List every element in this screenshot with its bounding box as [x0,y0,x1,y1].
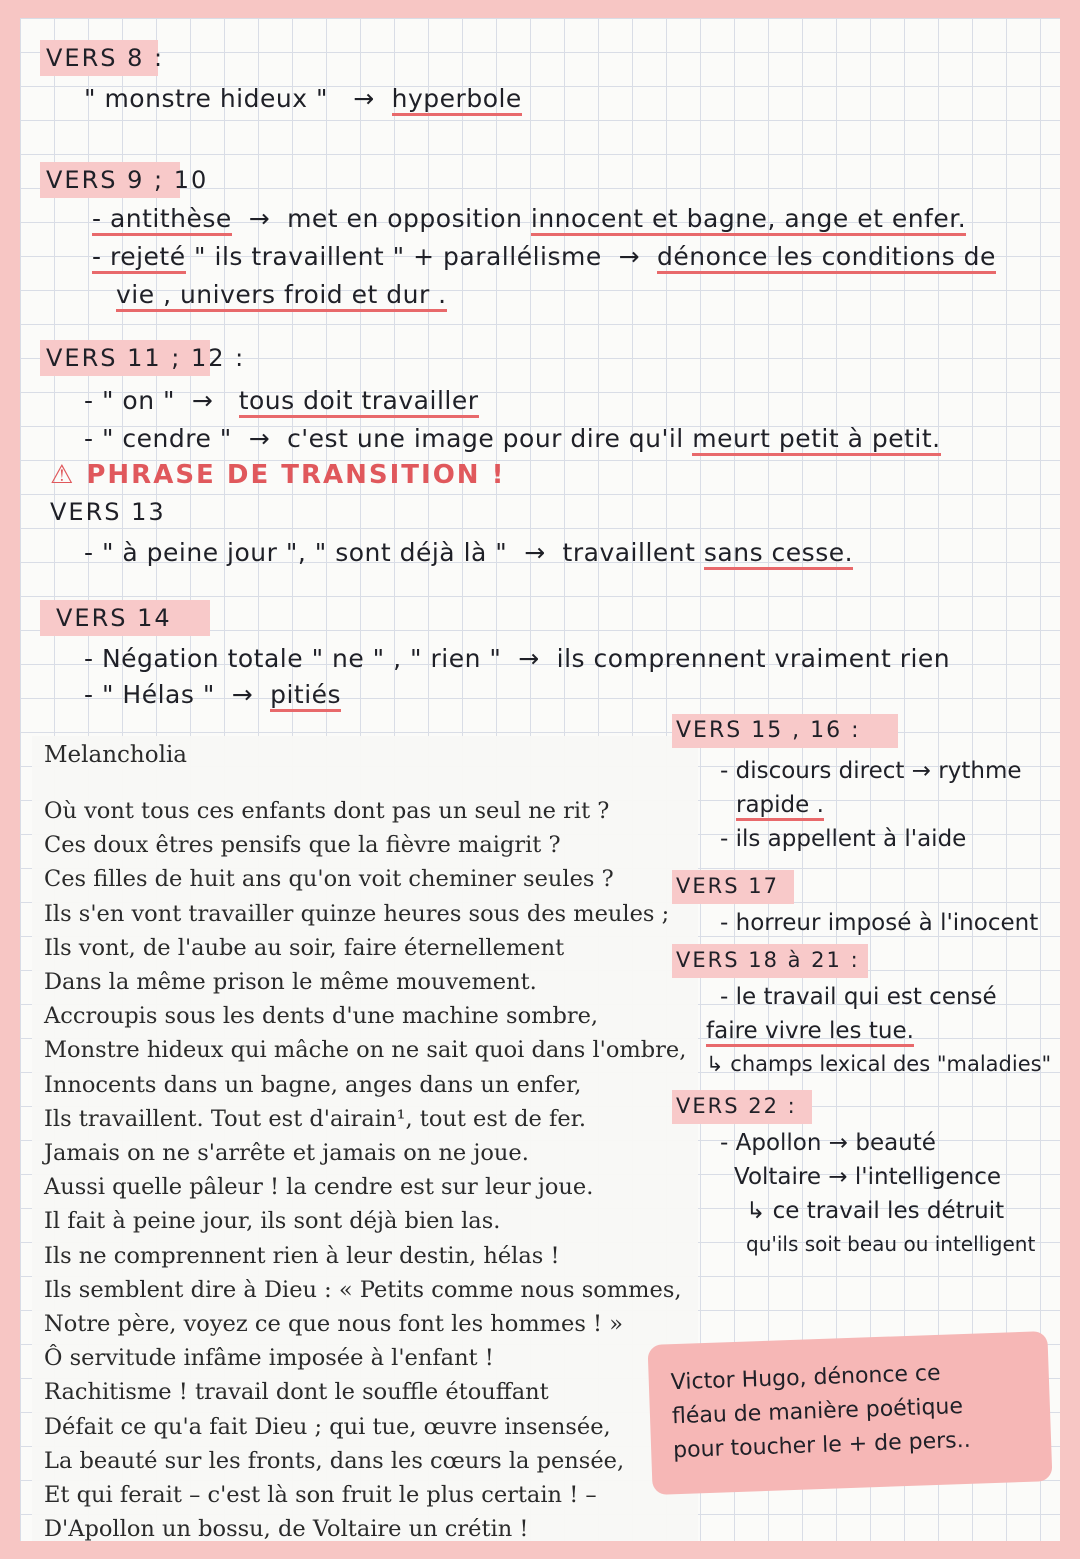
poem-line: D'Apollon un bossu, de Voltaire un crétin ! [44,1516,529,1541]
poem-line: Ils ne comprennent rien à leur destin, hélas ! [44,1242,560,1269]
note-line: Voltaire → l'intelligence [734,1164,1002,1190]
poem-line: Ils s'en vont travailler quinze heures sous des meules ; [44,900,670,927]
poem-line: Ô servitude infâme imposée à l'enfant ! [44,1345,494,1372]
heading-vers-11-12: VERS 11 ; 12 : [46,344,246,372]
poem-title: Melancholia [44,742,188,768]
arrow-icon: → [183,386,231,415]
arrow-icon: → [515,538,555,567]
heading-vers-8: VERS 8 : [46,44,165,72]
quote-text: " monstre hideux " [84,84,328,113]
heading-vers-17: VERS 17 [676,874,779,898]
poem-excerpt [32,736,698,1541]
heading-vers-14: VERS 14 [56,604,172,632]
arrow-icon: → [509,644,549,673]
arrow-icon: → [610,242,649,271]
note-line [84,84,522,113]
note-line: - rejeté " ils travaillent " + parallélisme → dénonce les conditions de [92,242,996,271]
figure-of-speech: hyperbole [392,84,522,116]
poem-line: La beauté sur les fronts, dans les cœurs la pensée, [44,1447,625,1474]
poem-line: Ces doux êtres pensifs que la fièvre maigrit ? [44,832,561,859]
poem-line: Accroupis sous les dents d'une machine sombre, [44,1003,599,1030]
note-line: faire vivre les tue. [706,1018,914,1044]
conclusion-note [648,1331,1053,1495]
poem-line: Aussi quelle pâleur ! la cendre est sur leur joue. [44,1174,594,1201]
note-line: ↳ ce travail les détruit [746,1198,1005,1224]
note-line: vie , univers froid et dur . [116,280,447,309]
arrow-icon: → [223,680,262,709]
note-line: ↳ champs lexical des "maladies" [706,1052,1052,1076]
poem-line: Innocents dans un bagne, anges dans un enfer, [44,1071,582,1098]
poem-line: Ces filles de huit ans qu'on voit cheminer seules ? [44,866,614,893]
conclusion-line: pour toucher le + de pers.. [672,1427,972,1464]
poem-line: Ils vont, de l'aube au soir, faire éternellement [44,934,565,961]
heading-vers-18-21: VERS 18 à 21 : [676,948,860,972]
note-line: - " à peine jour ", " sont déjà là " → travaillent sans cesse. [84,538,853,567]
heading-vers-22: VERS 22 : [676,1094,797,1118]
note-line: qu'ils soit beau ou intelligent [746,1232,1036,1256]
note-line: - discours direct → rythme [720,758,1022,784]
note-line: - " cendre " → c'est une image pour dire qu'il meurt petit à petit. [84,424,941,453]
poem-line: Monstre hideux qui mâche on ne sait quoi dans l'ombre, [44,1037,687,1064]
arrow-icon: → [240,204,279,233]
poem-line: Jamais on ne s'arrête et jamais on ne joue. [44,1140,529,1167]
note-line: - le travail qui est censé [720,984,997,1010]
arrow-icon: → [336,84,384,113]
heading-vers-15-16: VERS 15 , 16 : [676,718,861,743]
note-line: - Négation totale " ne " , " rien " → ils comprennent vraiment rien [84,644,951,673]
poem-line: Où vont tous ces enfants dont pas un seul ne rit ? [44,798,610,824]
heading-vers-13: VERS 13 [50,498,166,526]
note-line: rapide . [736,792,824,818]
note-line: - " on " → tous doit travailler [84,386,479,415]
poem-line: Ils semblent dire à Dieu : « Petits comme nous sommes, [44,1276,682,1303]
note-line: - " Hélas " → pitiés [84,680,341,709]
poem-line: Et qui ferait – c'est là son fruit le plus certain ! – [44,1482,597,1509]
note-line: - horreur imposé à l'inocent [720,910,1039,936]
poem-line: Ils travaillent. Tout est d'airain¹, tout est de fer. [44,1105,587,1132]
note-line: - antithèse → met en opposition innocent et bagne, ange et enfer. [92,204,966,233]
arrow-icon: → [240,424,279,453]
poem-line: Rachitisme ! travail dont le souffle étouffant [44,1379,549,1406]
heading-vers-9-10: VERS 9 ; 10 [46,166,209,194]
note-line: - ils appellent à l'aide [720,826,967,852]
transition-warning: ⚠ PHRASE DE TRANSITION ! [50,460,506,490]
notebook-page [20,18,1060,1541]
note-line: - Apollon → beauté [720,1130,936,1156]
poem-line: Dans la même prison le même mouvement. [44,969,537,996]
poem-line: Notre père, voyez ce que nous font les hommes ! » [44,1311,623,1338]
poem-line: Défait ce qu'a fait Dieu ; qui tue, œuvre insensée, [44,1413,611,1440]
conclusion-line: fléau de manière poétique [671,1394,964,1430]
conclusion-line: Victor Hugo, dénonce ce [670,1360,942,1396]
poem-line: Il fait à peine jour, ils sont déjà bien las. [44,1208,501,1235]
